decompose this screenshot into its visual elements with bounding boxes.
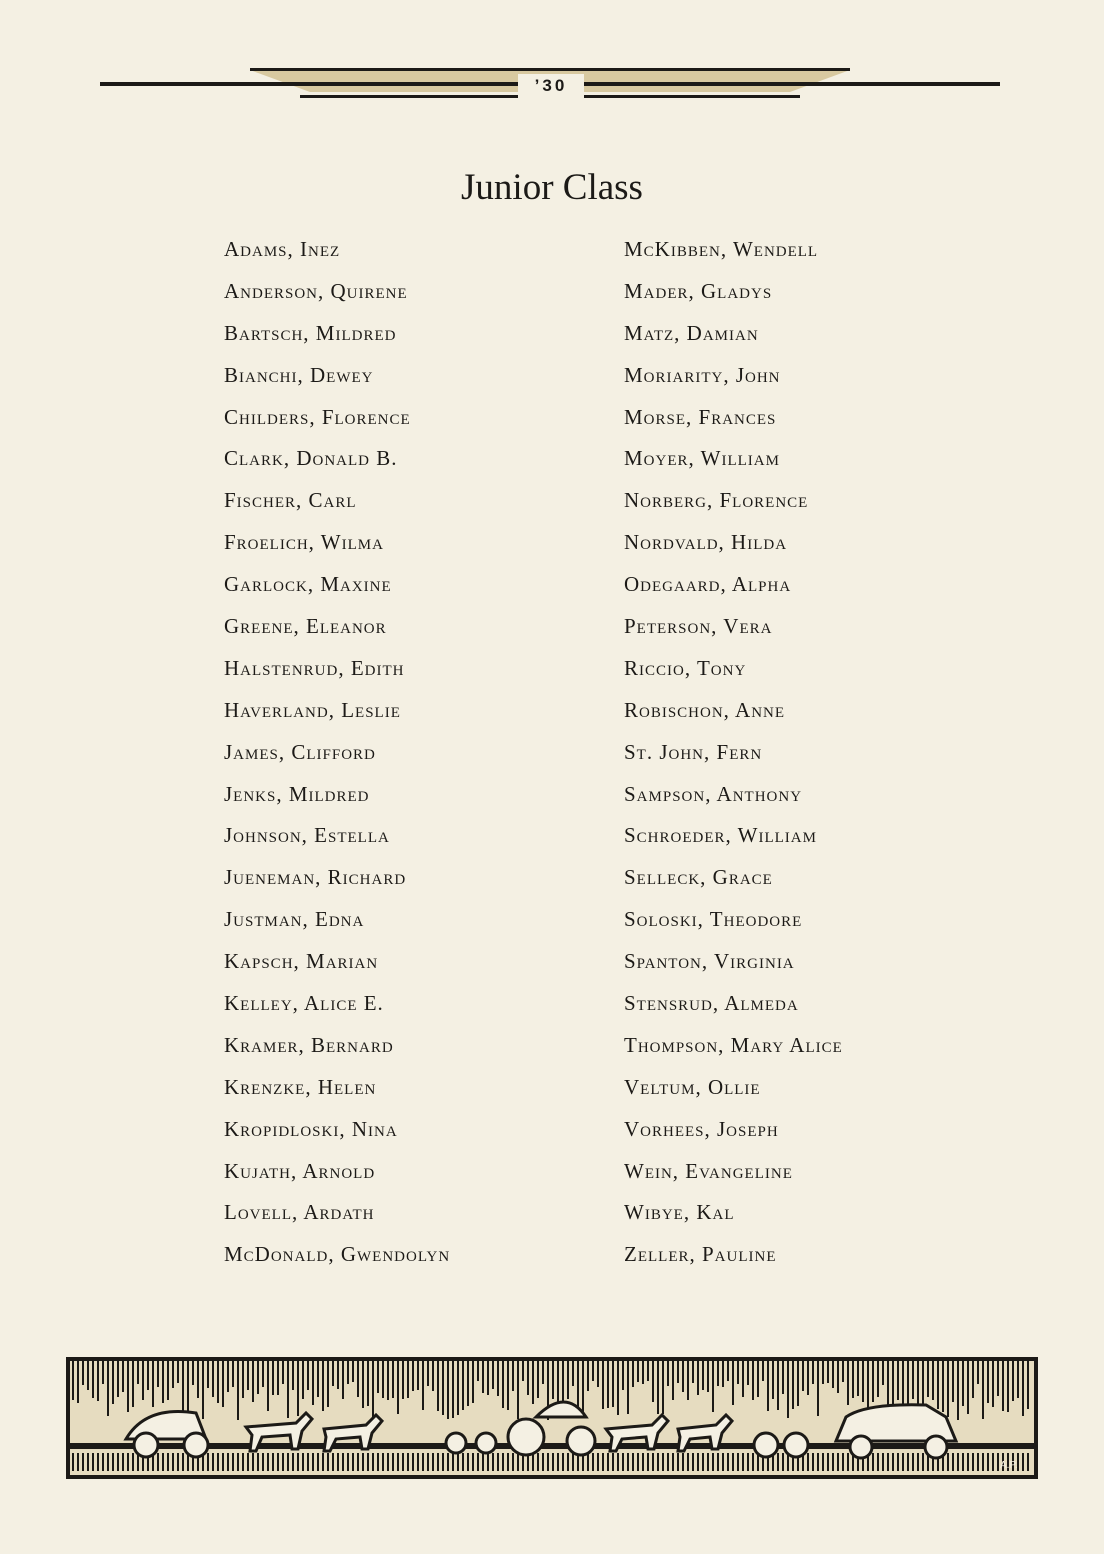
student-name: Robischon, Anne [624,697,786,722]
student-name: Jueneman, Richard [224,865,407,890]
student-name: Zeller, Pauline [624,1242,777,1267]
student-name: Soloski, Theodore [624,907,803,932]
student-name: Thompson, Mary Alice [624,1032,843,1057]
student-name: Riccio, Tony [624,655,747,680]
student-name: Wibye, Kal [624,1200,735,1225]
student-name: Odegaard, Alpha [624,572,792,597]
student-name: Morse, Frances [624,404,777,429]
student-name: Johnson, Estella [224,823,390,848]
page-title: Junior Class [461,167,643,208]
student-name: Bianchi, Dewey [224,362,374,387]
page-header-ornament [0,0,1104,110]
student-name: Kapsch, Marian [224,949,379,974]
student-name: James, Clifford [224,739,376,764]
student-name: Vorhees, Joseph [624,1116,779,1141]
student-name: Peterson, Vera [624,614,773,639]
student-name: Greene, Eleanor [224,614,387,639]
year-label: ’30 [518,74,584,98]
student-name: Childers, Florence [224,404,411,429]
student-name: Froelich, Wilma [224,530,384,555]
artist-initials: A.P. [1000,1460,1018,1471]
student-name: Adams, Inez [224,237,341,261]
footer-procession-illustration [66,1357,1038,1479]
student-name: Jenks, Mildred [224,781,370,806]
student-name: Norberg, Florence [624,488,809,513]
student-name: Moyer, William [624,446,780,471]
student-name: Clark, Donald B. [224,446,398,471]
student-name: Kramer, Bernard [224,1032,394,1057]
student-name: Wein, Evangeline [624,1158,793,1183]
student-name: Veltum, Ollie [624,1074,761,1099]
student-name: Matz, Damian [624,320,759,345]
student-name: Moriarity, John [624,362,781,387]
student-name: Mader, Gladys [624,278,773,303]
student-name: Sampson, Anthony [624,781,803,806]
student-name: Anderson, Quirene [224,278,408,303]
student-name: St. John, Fern [624,739,763,764]
student-name: Spanton, Virginia [624,949,795,974]
student-name: Schroeder, William [624,823,817,848]
student-name: Bartsch, Mildred [224,320,397,345]
procession-art [66,1357,1038,1479]
student-name: Kropidloski, Nina [224,1116,398,1141]
student-name: McKibben, Wendell [624,237,819,261]
student-name: Lovell, Ardath [224,1200,375,1225]
student-name: Halstenrud, Edith [224,655,405,680]
student-name: Kujath, Arnold [224,1158,376,1183]
student-name: Kelley, Alice E. [224,991,384,1016]
right-name-column [624,234,843,1281]
student-name: Selleck, Grace [624,865,773,890]
student-name: Nordvald, Hilda [624,530,788,555]
left-name-column [224,234,450,1281]
student-name: Justman, Edna [224,907,365,932]
student-name: Krenzke, Helen [224,1074,377,1099]
student-name: Haverland, Leslie [224,697,401,722]
student-name: Stensrud, Almeda [624,991,799,1016]
student-name: Garlock, Maxine [224,572,392,597]
student-name: McDonald, Gwendolyn [224,1242,451,1267]
student-name: Fischer, Carl [224,488,357,513]
